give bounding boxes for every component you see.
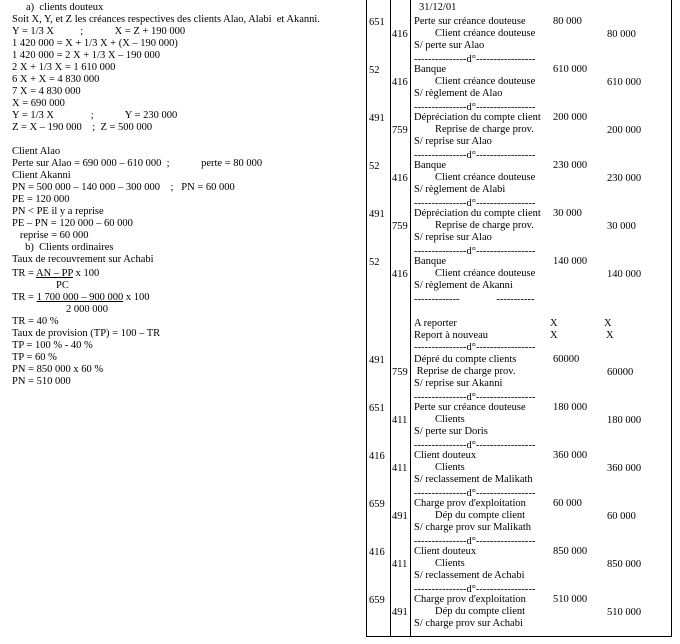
credit-amount: 60000 [607, 367, 634, 378]
credit-account-number: 416 [392, 269, 408, 280]
calc-line: 1 420 000 = 2 X + 1/3 X – 190 000 [12, 50, 161, 61]
calc-line: TP = 60 % [12, 352, 57, 363]
credit-amount: 850 000 [607, 559, 642, 570]
entry-line: S/ charge prov sur Malikath [414, 522, 532, 533]
entry-line: Charge prov d'exploitation [414, 594, 526, 605]
debit-account-number: 659 [369, 595, 385, 606]
entry-line: Clients [414, 414, 465, 425]
debit-amount: 30 000 [553, 208, 582, 219]
entry-line: Dépréciation du compte client [414, 208, 541, 219]
credit-report-x: X [606, 330, 614, 341]
debit-account-number: 651 [369, 17, 385, 28]
entry-line: Dép du compte client [414, 606, 526, 617]
entry-line: Banque [414, 256, 447, 267]
tr-formula-1: TR = AN – PP x 100 [12, 268, 100, 279]
debit-amount: 850 000 [553, 546, 588, 557]
entry-separator: ---------------d°----------------- [414, 150, 536, 161]
entry-line: Client créance douteuse [414, 28, 536, 39]
entry-separator: ---------------d°----------------- [414, 198, 536, 209]
calc-line: 2 X + 1/3 X = 1 610 000 [12, 62, 116, 73]
col-divider-debit-acc [390, 0, 391, 636]
credit-total-x: X [604, 318, 612, 329]
entry-line: S/ reclassement de Achabi [414, 570, 525, 581]
credit-amount: 80 000 [607, 29, 636, 40]
entry-line: Reprise de charge prov. [414, 366, 516, 377]
entry-line: S/ reprise sur Alao [414, 136, 492, 147]
calc-line: 6 X + X = 4 830 000 [12, 74, 100, 85]
debit-report-x: X [550, 330, 558, 341]
entry-separator: ---------------d°----------------- [414, 246, 536, 257]
debit-amount: 360 000 [553, 450, 588, 461]
calc-line: Y = 1/3 X ; Y = 230 000 [12, 110, 178, 121]
calc-line: 1 420 000 = X + 1/3 X + (X – 190 000) [12, 38, 178, 49]
debit-account-number: 416 [369, 451, 385, 462]
credit-amount: 200 000 [607, 125, 642, 136]
entry-line: Dépréciation du compte client [414, 112, 541, 123]
calc-line: 7 X = 4 830 000 [12, 86, 81, 97]
debit-amount: 80 000 [553, 16, 582, 27]
debit-account-number: 659 [369, 499, 385, 510]
debit-account-number: 491 [369, 113, 385, 124]
entry-line: S/ reclassement de Malikath [414, 474, 533, 485]
calc-line: Client Alao [12, 146, 61, 157]
entry-line: Clients [414, 462, 465, 473]
credit-amount: 180 000 [607, 415, 642, 426]
calc-line: Taux de provision (TP) = 100 – TR [12, 328, 161, 339]
calc-line: b) Clients ordinaires [12, 242, 114, 253]
calc-line: Y = 1/3 X ; X = Z + 190 000 [12, 26, 186, 37]
calc-line: TR = 40 % [12, 316, 59, 327]
journal-date: 31/12/01 [419, 2, 457, 13]
debit-amount: 230 000 [553, 160, 588, 171]
tr-formula-2-denominator: 2 000 000 [66, 304, 108, 315]
credit-account-number: 416 [392, 29, 408, 40]
calc-line: a) clients douteux [26, 2, 104, 13]
entry-separator: ---------------d°----------------- [414, 392, 536, 403]
debit-amount: 610 000 [553, 64, 588, 75]
calc-line: PN = 510 000 [12, 376, 71, 387]
calc-line: PE – PN = 120 000 – 60 000 [12, 218, 133, 229]
debit-amount: 60 000 [553, 498, 582, 509]
journal-table [366, 0, 672, 637]
calc-line: PE = 120 000 [12, 194, 70, 205]
report-nouveau-label: Report à nouveau [414, 330, 489, 341]
entry-line: Banque [414, 64, 447, 75]
credit-account-number: 411 [392, 463, 408, 474]
entry-line: Client créance douteuse [414, 76, 536, 87]
entry-separator: ---------------d°----------------- [414, 440, 536, 451]
entry-line: Dép du compte client [414, 510, 526, 521]
credit-amount: 60 000 [607, 511, 636, 522]
entry-line: Banque [414, 160, 447, 171]
debit-account-number: 52 [369, 65, 380, 76]
entry-line: Perte sur créance douteuse [414, 402, 526, 413]
debit-account-number: 52 [369, 161, 380, 172]
entry-line: S/ règlement de Akanni [414, 280, 513, 291]
calc-line: X = 690 000 [12, 98, 65, 109]
entry-line: Charge prov d'exploitation [414, 498, 526, 509]
calc-line: Taux de recouvrement sur Achabi [12, 254, 154, 265]
calc-line: Z = X – 190 000 ; Z = 500 000 [12, 122, 153, 133]
entry-line: S/ charge prov sur Achabi [414, 618, 523, 629]
credit-account-number: 759 [392, 221, 408, 232]
entry-line: Client créance douteuse [414, 268, 536, 279]
entry-separator: ---------------d°----------------- [414, 536, 536, 547]
entry-line: Reprise de charge prov. [414, 124, 534, 135]
calc-line: Client Akanni [12, 170, 71, 181]
entry-separator: ---------------d°----------------- [414, 488, 536, 499]
debit-account-number: 491 [369, 355, 385, 366]
debit-amount: 510 000 [553, 594, 588, 605]
credit-account-number: 411 [392, 559, 408, 570]
debit-amount: 60000 [553, 354, 580, 365]
entry-line: Client créance douteuse [414, 172, 536, 183]
credit-account-number: 759 [392, 367, 408, 378]
entry-separator: ---------------d°----------------- [414, 102, 536, 113]
debit-amount: 200 000 [553, 112, 588, 123]
entry-line: S/ perte sur Doris [414, 426, 488, 437]
calc-line: PN < PE il y a reprise [12, 206, 104, 217]
entry-line: Perte sur créance douteuse [414, 16, 526, 27]
credit-account-number: 416 [392, 173, 408, 184]
entry-line: S/ reprise sur Akanni [414, 378, 503, 389]
credit-amount: 230 000 [607, 173, 642, 184]
credit-account-number: 759 [392, 125, 408, 136]
calc-line: Perte sur Alao = 690 000 – 610 000 ; perte = 80 000 [12, 158, 263, 169]
entry-line: Client douteux [414, 546, 477, 557]
entry-line: S/ règlement de Alabi [414, 184, 506, 195]
debit-account-number: 416 [369, 547, 385, 558]
credit-amount: 140 000 [607, 269, 642, 280]
entry-line: Client douteux [414, 450, 477, 461]
entry-line: Reprise de charge prov. [414, 220, 534, 231]
entry-end-separator: ------------- ----------- [414, 294, 535, 305]
a-reporter-label: A reporter [414, 318, 457, 329]
debit-account-number: 52 [369, 257, 380, 268]
entry-line: Clients [414, 558, 465, 569]
debit-amount: 180 000 [553, 402, 588, 413]
calc-line: TP = 100 % - 40 % [12, 340, 93, 351]
credit-amount: 360 000 [607, 463, 642, 474]
credit-account-number: 491 [392, 607, 408, 618]
calc-line: PN = 850 000 x 60 % [12, 364, 104, 375]
col-divider-credit-acc [410, 0, 411, 636]
debit-total-x: X [550, 318, 558, 329]
credit-amount: 510 000 [607, 607, 642, 618]
debit-account-number: 491 [369, 209, 385, 220]
entry-line: Dépré du compte clients [414, 354, 517, 365]
entry-separator: ---------------d°----------------- [414, 342, 536, 353]
entry-line: S/ reprise sur Alao [414, 232, 492, 243]
tr-formula-2: TR = 1 700 000 – 900 000 x 100 [12, 292, 150, 303]
calc-line: PN = 500 000 – 140 000 – 300 000 ; PN = 60 000 [12, 182, 235, 193]
credit-amount: 610 000 [607, 77, 642, 88]
calc-line: reprise = 60 000 [12, 230, 89, 241]
entry-separator: ---------------d°----------------- [414, 54, 536, 65]
tr-formula-1-denominator: PC [56, 280, 69, 291]
calc-line: Soit X, Y, et Z les créances respectives des clients Alao, Alabi et Akanni. [12, 14, 320, 25]
entry-line: S/ règlement de Alao [414, 88, 503, 99]
credit-account-number: 491 [392, 511, 408, 522]
credit-amount: 30 000 [607, 221, 636, 232]
debit-amount: 140 000 [553, 256, 588, 267]
credit-account-number: 416 [392, 77, 408, 88]
entry-line: S/ perte sur Alao [414, 40, 485, 51]
credit-account-number: 411 [392, 415, 408, 426]
debit-account-number: 651 [369, 403, 385, 414]
entry-separator: ---------------d°----------------- [414, 584, 536, 595]
